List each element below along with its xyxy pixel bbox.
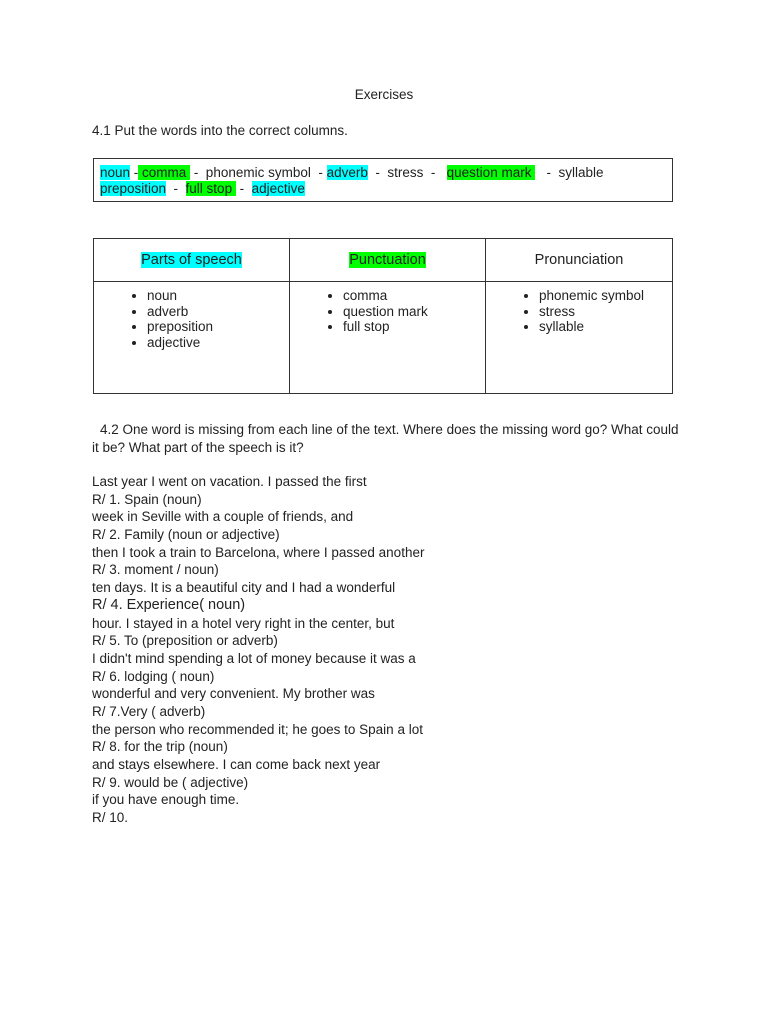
answer-line: R/ 10. bbox=[92, 810, 129, 826]
table-row bbox=[94, 282, 673, 394]
word-bank-separator: - bbox=[130, 165, 139, 180]
text-line: ten days. It is a beautiful city and I had a wonderful bbox=[92, 580, 396, 596]
answer-line: R/ 2. Family (noun or adjective) bbox=[92, 527, 280, 543]
text-line: if you have enough time. bbox=[92, 792, 240, 808]
columns-table bbox=[93, 238, 673, 394]
list-item: • noun bbox=[147, 288, 288, 304]
word-bank-separator: - stress - bbox=[367, 165, 447, 180]
text-line: hour. I stayed in a hotel very right in the center, but bbox=[92, 615, 395, 631]
word-bank-line-2 bbox=[100, 181, 666, 197]
text-line: the person who recommended it; he goes to Spain a lot bbox=[92, 721, 423, 737]
list-item: • adjective bbox=[147, 335, 288, 351]
header-pronunciation: Pronunciation bbox=[486, 239, 673, 282]
text-line: week in Seville with a couple of friends, and bbox=[92, 509, 354, 525]
text-line: wonderful and very convenient. My brother was bbox=[92, 686, 375, 702]
page-title: Exercises bbox=[354, 87, 414, 102]
word-bank-word: adverb bbox=[326, 165, 368, 180]
header-punctuation: Punctuation bbox=[290, 239, 486, 282]
text-line: and stays elsewhere. I can come back next year bbox=[92, 757, 381, 772]
answer-line: R/ 6. lodging ( noun) bbox=[92, 668, 215, 684]
answer-line: R/ 7.Very ( adverb) bbox=[92, 703, 206, 719]
word-bank-word: noun bbox=[100, 165, 131, 180]
list-item: • phonemic symbol bbox=[539, 288, 671, 304]
text-line: I didn't mind spending a lot of money because it was a bbox=[92, 650, 416, 666]
answer-line: R/ 5. To (preposition or adverb) bbox=[92, 633, 278, 649]
pronunciation-list bbox=[487, 288, 671, 335]
header-parts-of-speech: Parts of speech bbox=[94, 239, 290, 282]
word-bank-word: adjective bbox=[251, 180, 305, 196]
word-bank-separator: - syllable bbox=[535, 165, 604, 180]
answer-line: R/ 9. would be ( adjective) bbox=[92, 774, 249, 790]
answer-line: R/ 4. Experience( noun) bbox=[92, 596, 246, 613]
answer-line: R/ 1. Spain (noun) bbox=[92, 491, 202, 507]
word-bank-separator: - bbox=[166, 180, 186, 196]
parts-of-speech-list bbox=[95, 288, 288, 350]
list-item: • syllable bbox=[539, 319, 671, 335]
list-item: • full stop bbox=[343, 319, 484, 335]
word-bank-separator: - phonemic symbol - bbox=[190, 165, 327, 180]
parts-of-speech-cell bbox=[94, 282, 290, 394]
list-item: • stress bbox=[539, 304, 671, 320]
text-line: Last year I went on vacation. I passed the first bbox=[92, 474, 367, 489]
word-bank-line-1 bbox=[100, 165, 666, 181]
answer-line: R/ 8. for the trip (noun) bbox=[92, 739, 228, 755]
table-header-row bbox=[94, 239, 673, 282]
word-bank-separator: - bbox=[235, 180, 252, 196]
list-item: • preposition bbox=[147, 319, 288, 335]
list-item: • adverb bbox=[147, 304, 288, 320]
word-bank-word: preposition bbox=[100, 180, 167, 196]
word-bank-word: question mark bbox=[446, 165, 536, 180]
word-bank-word: comma bbox=[138, 165, 191, 180]
answer-line: R/ 3. moment / noun) bbox=[92, 562, 219, 578]
exercise-2-instruction: 4.2 One word is missing from each line of the text. Where does the missing word go? What could it be? What part of the speech is it? bbox=[92, 422, 679, 455]
exercise-1-instruction: 4.1 Put the words into the correct columns. bbox=[92, 123, 348, 138]
list-item: • comma bbox=[343, 288, 484, 304]
text-line: then I took a train to Barcelona, where I passed another bbox=[92, 544, 425, 560]
word-bank-box bbox=[93, 158, 673, 202]
word-bank-word: full stop bbox=[185, 180, 236, 196]
punctuation-cell bbox=[290, 282, 486, 394]
list-item: • question mark bbox=[343, 304, 484, 320]
pronunciation-cell bbox=[486, 282, 673, 394]
punctuation-list bbox=[291, 288, 484, 335]
exercise-2-text bbox=[92, 473, 692, 827]
